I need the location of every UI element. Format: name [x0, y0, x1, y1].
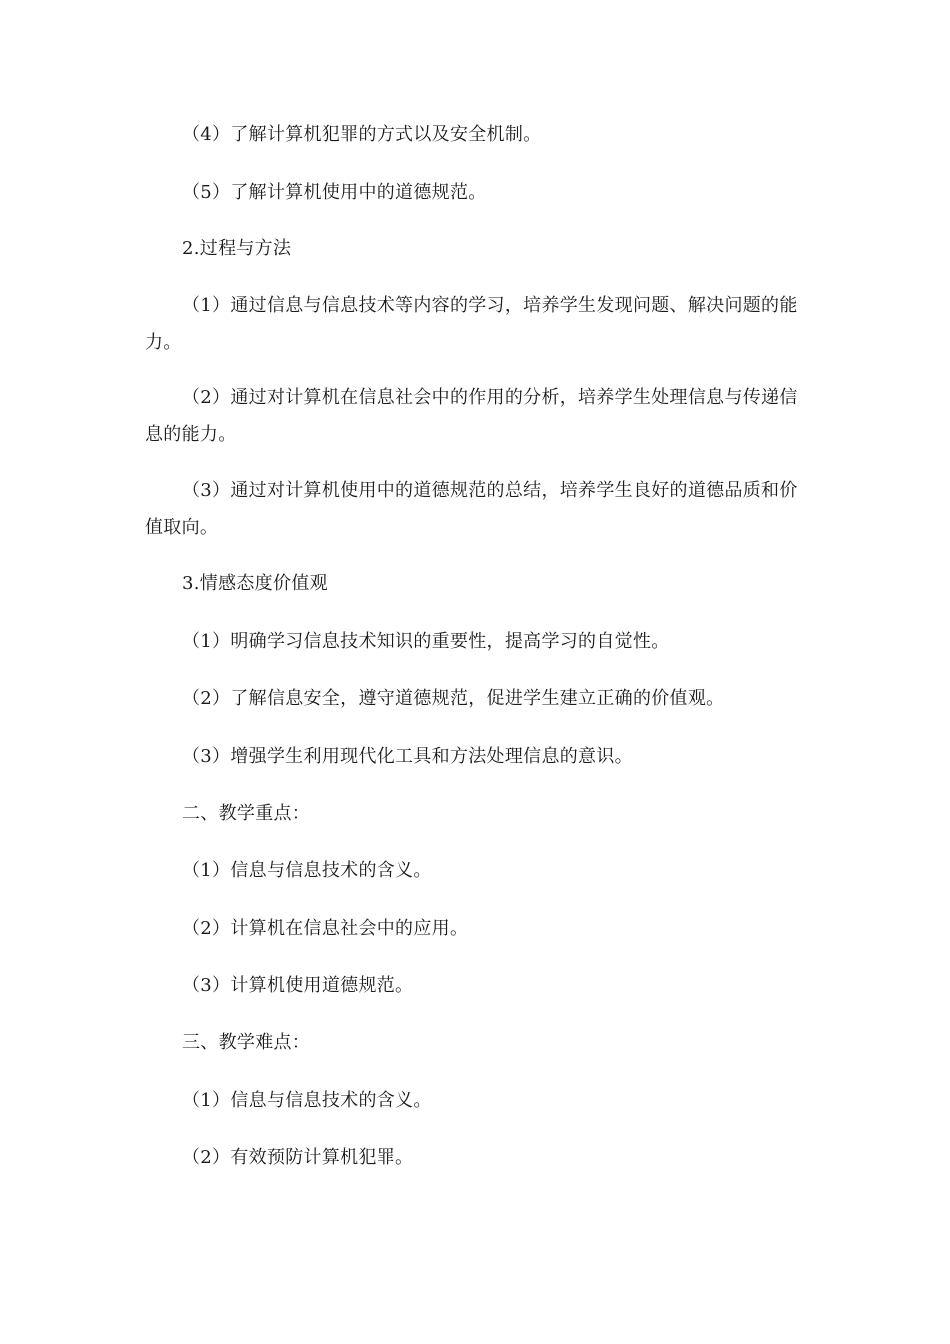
key-point-1: （1）信息与信息技术的含义。	[182, 860, 432, 881]
key-point-2: （2）计算机在信息社会中的应用。	[182, 918, 469, 939]
section-heading-process-method: 2.过程与方法	[182, 238, 292, 259]
process-item-3: （3）通过对计算机使用中的道德规范的总结，培养学生良好的道德品质和价值取向。	[145, 480, 798, 538]
section-heading-difficulties: 三、教学难点：	[182, 1032, 311, 1053]
objective-4: （4）了解计算机犯罪的方式以及安全机制。	[182, 124, 542, 145]
difficulty-2: （2）有效预防计算机犯罪。	[182, 1147, 414, 1168]
process-item-1: （1）通过信息与信息技术等内容的学习，培养学生发现问题、解决问题的能力。	[145, 295, 798, 353]
key-point-3: （3）计算机使用道德规范。	[182, 975, 414, 996]
values-item-3: （3）增强学生利用现代化工具和方法处理信息的意识。	[182, 746, 633, 767]
values-item-2: （2）了解信息安全，遵守道德规范，促进学生建立正确的价值观。	[182, 688, 725, 709]
process-item-2: （2）通过对计算机在信息社会中的作用的分析，培养学生处理信息与传递信息的能力。	[145, 387, 798, 445]
values-item-1: （1）明确学习信息技术知识的重要性，提高学习的自觉性。	[182, 631, 670, 652]
difficulty-1: （1）信息与信息技术的含义。	[182, 1090, 432, 1111]
section-heading-values: 3.情感态度价值观	[182, 573, 328, 594]
objective-5: （5）了解计算机使用中的道德规范。	[182, 182, 487, 203]
section-heading-key-points: 二、教学重点：	[182, 803, 311, 824]
